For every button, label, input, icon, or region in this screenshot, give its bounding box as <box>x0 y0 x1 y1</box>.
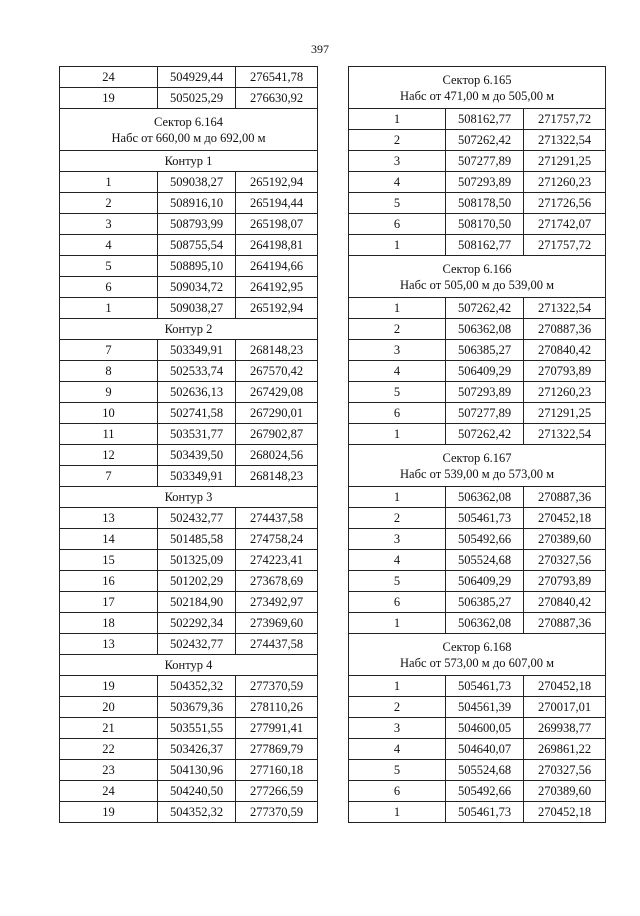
y-coordinate-cell: 277370,59 <box>236 676 318 697</box>
y-coordinate-cell: 264194,66 <box>236 256 318 277</box>
y-coordinate-cell: 268024,56 <box>236 445 318 466</box>
y-coordinate-cell: 267902,87 <box>236 424 318 445</box>
x-coordinate-cell: 506409,29 <box>446 361 524 382</box>
table-row <box>60 781 318 802</box>
point-number-cell: 3 <box>60 214 158 235</box>
y-coordinate-cell: 270452,18 <box>524 508 606 529</box>
x-coordinate-cell: 509038,27 <box>158 172 236 193</box>
y-coordinate-cell: 277370,59 <box>236 802 318 823</box>
table-row <box>60 718 318 739</box>
y-coordinate-cell: 274437,58 <box>236 634 318 655</box>
table-row <box>349 109 606 130</box>
point-number-cell: 1 <box>349 424 446 445</box>
point-number-cell: 1 <box>349 613 446 634</box>
table-row <box>60 571 318 592</box>
y-coordinate-cell: 270887,36 <box>524 613 606 634</box>
point-number-cell: 5 <box>349 193 446 214</box>
point-number-cell: 3 <box>349 529 446 550</box>
table-row <box>60 88 318 109</box>
x-coordinate-cell: 504600,05 <box>446 718 524 739</box>
x-coordinate-cell: 506362,08 <box>446 613 524 634</box>
table-row <box>60 697 318 718</box>
contour-header-row <box>60 655 318 676</box>
point-number-cell: 5 <box>60 256 158 277</box>
table-row <box>349 298 606 319</box>
point-number-cell: 15 <box>60 550 158 571</box>
elevation-range: Набс от 471,00 м до 505,00 м <box>400 88 554 103</box>
table-row <box>60 403 318 424</box>
page-number: 397 <box>311 42 329 56</box>
table-row <box>60 277 318 298</box>
y-coordinate-cell: 270793,89 <box>524 571 606 592</box>
point-number-cell: 10 <box>60 403 158 424</box>
point-number-cell: 7 <box>60 340 158 361</box>
y-coordinate-cell: 270389,60 <box>524 529 606 550</box>
point-number-cell: 19 <box>60 676 158 697</box>
x-coordinate-cell: 507277,89 <box>446 403 524 424</box>
x-coordinate-cell: 507293,89 <box>446 382 524 403</box>
table-row <box>349 550 606 571</box>
point-number-cell: 1 <box>349 235 446 256</box>
point-number-cell: 6 <box>349 214 446 235</box>
y-coordinate-cell: 265194,44 <box>236 193 318 214</box>
x-coordinate-cell: 504352,32 <box>158 676 236 697</box>
point-number-cell: 2 <box>349 130 446 151</box>
y-coordinate-cell: 273678,69 <box>236 571 318 592</box>
table-row <box>349 130 606 151</box>
point-number-cell: 24 <box>60 781 158 802</box>
table-row <box>349 592 606 613</box>
table-row <box>349 781 606 802</box>
table-row <box>60 172 318 193</box>
table-row <box>349 571 606 592</box>
x-coordinate-cell: 501202,29 <box>158 571 236 592</box>
x-coordinate-cell: 507262,42 <box>446 298 524 319</box>
x-coordinate-cell: 503551,55 <box>158 718 236 739</box>
contour-title: Контур 2 <box>164 322 213 336</box>
point-number-cell: 18 <box>60 613 158 634</box>
sector-title: Сектор 6.168 <box>442 639 512 654</box>
contour-title: Контур 4 <box>164 658 213 672</box>
y-coordinate-cell: 277266,59 <box>236 781 318 802</box>
x-coordinate-cell: 503439,50 <box>158 445 236 466</box>
point-number-cell: 5 <box>349 760 446 781</box>
y-coordinate-cell: 269938,77 <box>524 718 606 739</box>
table-row <box>60 760 318 781</box>
y-coordinate-cell: 268148,23 <box>236 466 318 487</box>
x-coordinate-cell: 507262,42 <box>446 424 524 445</box>
point-number-cell: 5 <box>349 382 446 403</box>
y-coordinate-cell: 274223,41 <box>236 550 318 571</box>
point-number-cell: 4 <box>349 739 446 760</box>
table-row <box>349 382 606 403</box>
elevation-range: Набс от 660,00 м до 692,00 м <box>111 130 266 145</box>
y-coordinate-cell: 277991,41 <box>236 718 318 739</box>
point-number-cell: 14 <box>60 529 158 550</box>
table-row <box>349 319 606 340</box>
table-row <box>60 466 318 487</box>
x-coordinate-cell: 509034,72 <box>158 277 236 298</box>
table-row <box>60 508 318 529</box>
x-coordinate-cell: 505524,68 <box>446 760 524 781</box>
section-header <box>60 151 318 172</box>
x-coordinate-cell: 508162,77 <box>446 109 524 130</box>
x-coordinate-cell: 503349,91 <box>158 466 236 487</box>
x-coordinate-cell: 504240,50 <box>158 781 236 802</box>
contour-title: Контур 1 <box>164 154 213 168</box>
y-coordinate-cell: 269861,22 <box>524 739 606 760</box>
y-coordinate-cell: 265198,07 <box>236 214 318 235</box>
point-number-cell: 8 <box>60 361 158 382</box>
table-row <box>349 151 606 172</box>
point-number-cell: 7 <box>60 466 158 487</box>
section-header <box>349 67 606 109</box>
point-number-cell: 1 <box>349 676 446 697</box>
table-row <box>60 592 318 613</box>
y-coordinate-cell: 271322,54 <box>524 130 606 151</box>
sector-header-row <box>60 109 318 151</box>
table-row <box>349 760 606 781</box>
y-coordinate-cell: 276630,92 <box>236 88 318 109</box>
section-header <box>349 256 606 298</box>
point-number-cell: 1 <box>349 802 446 823</box>
table-row <box>60 256 318 277</box>
contour-title: Контур 3 <box>164 490 213 504</box>
x-coordinate-cell: 505461,73 <box>446 802 524 823</box>
x-coordinate-cell: 505025,29 <box>158 88 236 109</box>
table-row <box>60 676 318 697</box>
x-coordinate-cell: 505461,73 <box>446 508 524 529</box>
table-row <box>349 340 606 361</box>
x-coordinate-cell: 504561,39 <box>446 697 524 718</box>
point-number-cell: 2 <box>60 193 158 214</box>
point-number-cell: 9 <box>60 382 158 403</box>
y-coordinate-cell: 278110,26 <box>236 697 318 718</box>
section-header <box>349 445 606 487</box>
sector-header-row <box>349 634 606 676</box>
x-coordinate-cell: 506362,08 <box>446 487 524 508</box>
point-number-cell: 12 <box>60 445 158 466</box>
x-coordinate-cell: 506385,27 <box>446 592 524 613</box>
x-coordinate-cell: 507277,89 <box>446 151 524 172</box>
x-coordinate-cell: 503426,37 <box>158 739 236 760</box>
point-number-cell: 23 <box>60 760 158 781</box>
x-coordinate-cell: 508162,77 <box>446 235 524 256</box>
y-coordinate-cell: 265192,94 <box>236 298 318 319</box>
y-coordinate-cell: 273492,97 <box>236 592 318 613</box>
y-coordinate-cell: 271726,56 <box>524 193 606 214</box>
point-number-cell: 6 <box>349 403 446 424</box>
coordinates-table-right <box>348 66 606 823</box>
x-coordinate-cell: 502432,77 <box>158 508 236 529</box>
table-row <box>349 739 606 760</box>
y-coordinate-cell: 271260,23 <box>524 172 606 193</box>
table-row <box>60 361 318 382</box>
contour-header-row <box>60 151 318 172</box>
y-coordinate-cell: 271322,54 <box>524 298 606 319</box>
point-number-cell: 22 <box>60 739 158 760</box>
x-coordinate-cell: 505492,66 <box>446 781 524 802</box>
table-row <box>60 445 318 466</box>
y-coordinate-cell: 264192,95 <box>236 277 318 298</box>
y-coordinate-cell: 271742,07 <box>524 214 606 235</box>
elevation-range: Набс от 505,00 м до 539,00 м <box>400 277 554 292</box>
y-coordinate-cell: 270840,42 <box>524 340 606 361</box>
table-row <box>349 697 606 718</box>
y-coordinate-cell: 270452,18 <box>524 802 606 823</box>
sector-title: Сектор 6.165 <box>442 72 512 87</box>
point-number-cell: 4 <box>349 550 446 571</box>
sector-header-row <box>349 256 606 298</box>
contour-header-row <box>60 487 318 508</box>
table-row <box>60 739 318 760</box>
table-row <box>60 550 318 571</box>
point-number-cell: 13 <box>60 634 158 655</box>
point-number-cell: 24 <box>60 67 158 88</box>
point-number-cell: 1 <box>60 298 158 319</box>
point-number-cell: 16 <box>60 571 158 592</box>
x-coordinate-cell: 502636,13 <box>158 382 236 403</box>
point-number-cell: 11 <box>60 424 158 445</box>
y-coordinate-cell: 267429,08 <box>236 382 318 403</box>
x-coordinate-cell: 505461,73 <box>446 676 524 697</box>
table-row <box>349 529 606 550</box>
table-row <box>60 298 318 319</box>
x-coordinate-cell: 504929,44 <box>158 67 236 88</box>
table-row <box>349 361 606 382</box>
x-coordinate-cell: 506362,08 <box>446 319 524 340</box>
y-coordinate-cell: 270017,01 <box>524 697 606 718</box>
y-coordinate-cell: 270327,56 <box>524 760 606 781</box>
point-number-cell: 2 <box>349 508 446 529</box>
point-number-cell: 6 <box>349 781 446 802</box>
x-coordinate-cell: 504130,96 <box>158 760 236 781</box>
sector-header-row <box>349 67 606 109</box>
table-row <box>60 634 318 655</box>
point-number-cell: 1 <box>349 109 446 130</box>
table-row <box>60 382 318 403</box>
x-coordinate-cell: 502432,77 <box>158 634 236 655</box>
table-row <box>60 214 318 235</box>
x-coordinate-cell: 507293,89 <box>446 172 524 193</box>
point-number-cell: 13 <box>60 508 158 529</box>
sector-header-row <box>349 445 606 487</box>
y-coordinate-cell: 270887,36 <box>524 319 606 340</box>
table-row <box>349 403 606 424</box>
y-coordinate-cell: 267570,42 <box>236 361 318 382</box>
x-coordinate-cell: 509038,27 <box>158 298 236 319</box>
x-coordinate-cell: 504640,07 <box>446 739 524 760</box>
point-number-cell: 4 <box>349 361 446 382</box>
point-number-cell: 6 <box>349 592 446 613</box>
y-coordinate-cell: 271291,25 <box>524 151 606 172</box>
table-row <box>349 508 606 529</box>
x-coordinate-cell: 502292,34 <box>158 613 236 634</box>
x-coordinate-cell: 506409,29 <box>446 571 524 592</box>
section-header <box>60 109 318 151</box>
y-coordinate-cell: 271757,72 <box>524 109 606 130</box>
x-coordinate-cell: 508793,99 <box>158 214 236 235</box>
table-row <box>60 193 318 214</box>
table-row <box>60 424 318 445</box>
point-number-cell: 4 <box>349 172 446 193</box>
point-number-cell: 19 <box>60 802 158 823</box>
table-row <box>349 718 606 739</box>
y-coordinate-cell: 270840,42 <box>524 592 606 613</box>
point-number-cell: 3 <box>349 718 446 739</box>
table-row <box>349 424 606 445</box>
x-coordinate-cell: 502533,74 <box>158 361 236 382</box>
table-row <box>349 613 606 634</box>
elevation-range: Набс от 573,00 м до 607,00 м <box>400 655 554 670</box>
point-number-cell: 20 <box>60 697 158 718</box>
y-coordinate-cell: 271322,54 <box>524 424 606 445</box>
y-coordinate-cell: 277869,79 <box>236 739 318 760</box>
x-coordinate-cell: 501485,58 <box>158 529 236 550</box>
y-coordinate-cell: 271757,72 <box>524 235 606 256</box>
y-coordinate-cell: 267290,01 <box>236 403 318 424</box>
table-row <box>60 529 318 550</box>
point-number-cell: 21 <box>60 718 158 739</box>
y-coordinate-cell: 276541,78 <box>236 67 318 88</box>
x-coordinate-cell: 508755,54 <box>158 235 236 256</box>
x-coordinate-cell: 504352,32 <box>158 802 236 823</box>
section-header <box>60 655 318 676</box>
x-coordinate-cell: 508916,10 <box>158 193 236 214</box>
y-coordinate-cell: 265192,94 <box>236 172 318 193</box>
point-number-cell: 19 <box>60 88 158 109</box>
x-coordinate-cell: 501325,09 <box>158 550 236 571</box>
y-coordinate-cell: 271260,23 <box>524 382 606 403</box>
point-number-cell: 1 <box>60 172 158 193</box>
y-coordinate-cell: 270793,89 <box>524 361 606 382</box>
contour-header-row <box>60 319 318 340</box>
x-coordinate-cell: 503531,77 <box>158 424 236 445</box>
sector-title: Сектор 6.166 <box>442 261 512 276</box>
x-coordinate-cell: 502184,90 <box>158 592 236 613</box>
y-coordinate-cell: 271291,25 <box>524 403 606 424</box>
y-coordinate-cell: 274437,58 <box>236 508 318 529</box>
table-row <box>60 340 318 361</box>
table-row <box>60 613 318 634</box>
point-number-cell: 3 <box>349 151 446 172</box>
table-row <box>60 235 318 256</box>
point-number-cell: 3 <box>349 340 446 361</box>
x-coordinate-cell: 508170,50 <box>446 214 524 235</box>
y-coordinate-cell: 277160,18 <box>236 760 318 781</box>
section-header <box>60 319 318 340</box>
x-coordinate-cell: 503349,91 <box>158 340 236 361</box>
table-row <box>349 235 606 256</box>
x-coordinate-cell: 505492,66 <box>446 529 524 550</box>
x-coordinate-cell: 508895,10 <box>158 256 236 277</box>
point-number-cell: 17 <box>60 592 158 613</box>
y-coordinate-cell: 273969,60 <box>236 613 318 634</box>
point-number-cell: 2 <box>349 697 446 718</box>
point-number-cell: 2 <box>349 319 446 340</box>
x-coordinate-cell: 506385,27 <box>446 340 524 361</box>
y-coordinate-cell: 268148,23 <box>236 340 318 361</box>
y-coordinate-cell: 270389,60 <box>524 781 606 802</box>
table-row <box>349 214 606 235</box>
y-coordinate-cell: 270887,36 <box>524 487 606 508</box>
table-row <box>349 193 606 214</box>
x-coordinate-cell: 503679,36 <box>158 697 236 718</box>
table-row <box>349 676 606 697</box>
x-coordinate-cell: 508178,50 <box>446 193 524 214</box>
table-row <box>60 802 318 823</box>
y-coordinate-cell: 274758,24 <box>236 529 318 550</box>
elevation-range: Набс от 539,00 м до 573,00 м <box>400 466 554 481</box>
table-row <box>349 802 606 823</box>
point-number-cell: 4 <box>60 235 158 256</box>
section-header <box>349 634 606 676</box>
point-number-cell: 1 <box>349 487 446 508</box>
point-number-cell: 5 <box>349 571 446 592</box>
y-coordinate-cell: 264198,81 <box>236 235 318 256</box>
x-coordinate-cell: 505524,68 <box>446 550 524 571</box>
coordinates-table-left <box>59 66 318 823</box>
sector-title: Сектор 6.167 <box>442 450 512 465</box>
y-coordinate-cell: 270327,56 <box>524 550 606 571</box>
point-number-cell: 1 <box>349 298 446 319</box>
y-coordinate-cell: 270452,18 <box>524 676 606 697</box>
table-row <box>349 172 606 193</box>
x-coordinate-cell: 507262,42 <box>446 130 524 151</box>
point-number-cell: 6 <box>60 277 158 298</box>
x-coordinate-cell: 502741,58 <box>158 403 236 424</box>
section-header <box>60 487 318 508</box>
table-row <box>60 67 318 88</box>
table-row <box>349 487 606 508</box>
sector-title: Сектор 6.164 <box>154 114 223 129</box>
